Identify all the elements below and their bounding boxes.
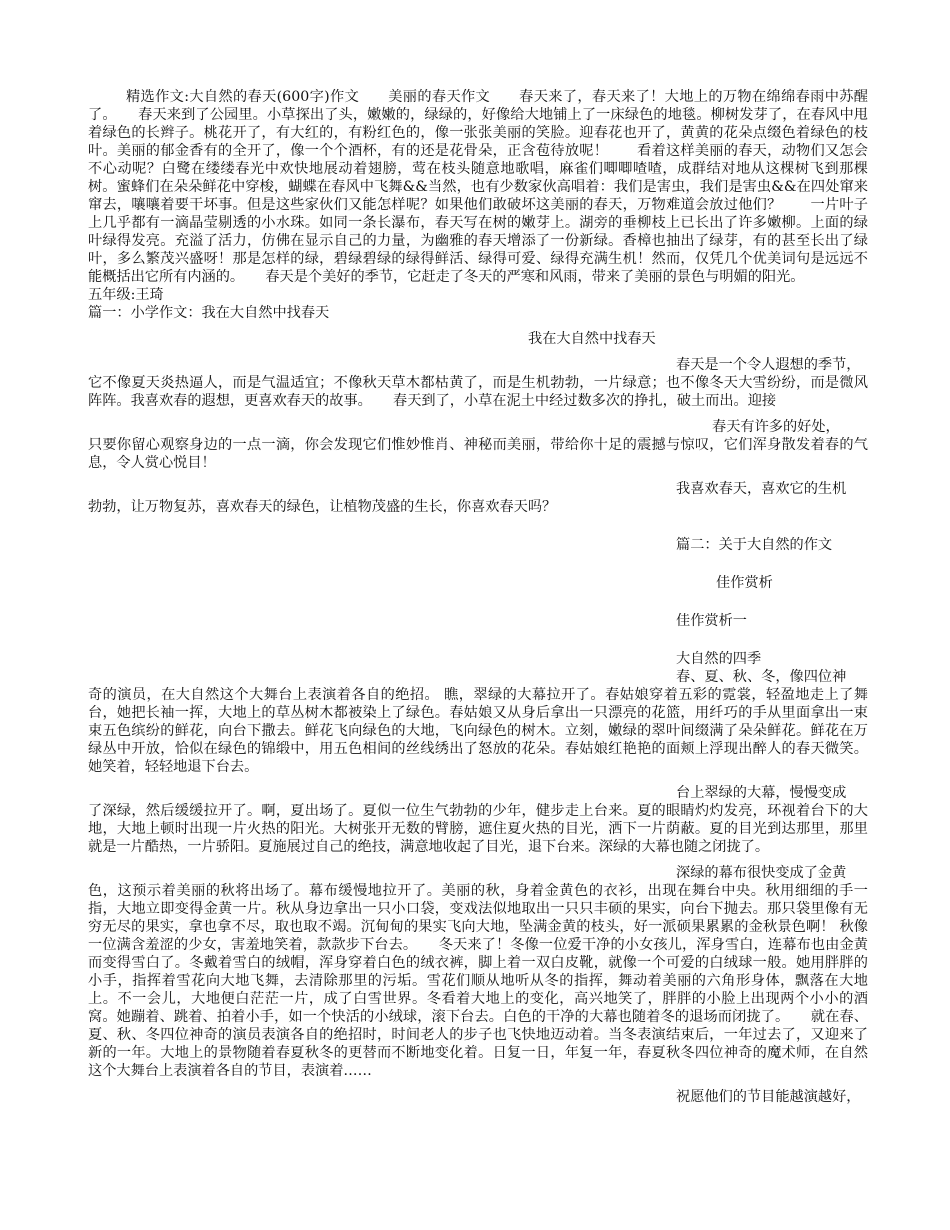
article3-p3-body: 色，这预示着美丽的秋将出场了。幕布缓慢地拉开了。美丽的秋，身着金黄色的衣衫，出现在舞台中央。秋用细细的手一指，大地立即变得金黄一片。秋从身边拿出一只小口袋，变戏法似地取出一只只丰硕的果实，向台下抛去。那只袋里像有无穷无尽的果实，拿也拿不尽，取也取不竭。沉甸甸的果实飞向大地，坠满金黄的枝头，好一派硕果累累的金秋景色啊！ 秋像一位满含羞涩的少女，害羞地笑着，款款步下台去。 冬天来了！冬像一位爱干净的小女孩儿，浑身雪白，连幕布也由金黄而变得雪白了。冬戴着雪白的绒帽，浑身穿着白色的绒衣裤，脚上着一双白皮靴，就像一个可爱的白绒球一般。她用胖胖的小手，指挥着雪花向大地飞舞，去清除那里的污垢。雪花们顺从地听从冬的指挥，舞动着美丽的六角形身体，飘落在大地上。不一会儿，大地便白茫茫一片，成了白雪世界。冬看着大地上的变化，高兴地笑了，胖胖的小脸上出现两个小小的酒窝。她蹦着、跳着、拍着小手，如一个快活的小绒球，滚下台去。白色的干净的大幕也随着冬的退场而闭拢了。 就在春、夏、秋、冬四位神奇的演员表演各自的绝招时，时间老人的步子也飞快地迈动着。当冬表演结束后，一年过去了，又迎来了新的一年。大地上的景物随着春夏秋冬的更替而不断地变化着。日复一日，年复一年，春夏秋冬四位神奇的魔术师，在自然这个大舞台上表演着各自的节目，表演着…… [88, 883, 868, 1079]
article3-p1-lead: 春、夏、秋、冬，像四位神 [676, 669, 847, 685]
article2-p2-body: 只要你留心观察身边的一点一滴，你会发现它们惟妙惟肖、神秘而美丽，带给你十足的震撼与惊叹，它们浑身散发着春的气息，令人赏心悦目！ [88, 437, 868, 471]
article3-p3-lead: 深绿的幕布很快变成了金黄 [676, 865, 847, 881]
article2-p1-body: 它不像夏天炎热逼人，而是气温适宜；不像秋天草木都枯黄了，而是生机勃勃，一片绿意；也不像冬天大雪纷纷，而是微风阵阵。我喜欢春的遐想，更喜欢春天的故事。 春天到了，小草在泥土中经过数多次的挣扎，破土而出。迎接 [88, 375, 868, 409]
article3-p4-lead: 祝愿他们的节目能越演越好， [676, 1089, 861, 1105]
article2-title: 我在大自然中找春天 [528, 331, 656, 347]
article1-author: 五年级:王琦 [88, 287, 164, 303]
article3-title: 大自然的四季 [676, 651, 762, 667]
article2-p1-lead: 春天是一个令人遐想的季节， [676, 357, 861, 373]
article2-p3-lead: 我喜欢春天，喜欢它的生机 [676, 481, 847, 497]
article3-subheading2: 佳作赏析一 [676, 613, 747, 629]
article3-p2-lead: 台上翠绿的大幕，慢慢变成 [676, 785, 847, 801]
article1-paragraph: 精选作文:大自然的春天(600字)作文 美丽的春天作文 春天来了，春天来了！大地上的万物在绵绵春雨中苏醒了。 春天来到了公园里。小草探出了头，嫩嫩的，绿绿的，好像给大地铺上了一床绿色的地毯。柳树发芽了，在春风中甩着绿色的长辫子。桃花开了，有大红的，有粉红色的，像一张张美丽的笑脸。迎春花也开了，黄黄的花朵点缀色着绿色的枝叶。美丽的郁金香有的全开了，像一个个酒杯，有的还是花骨朵，正含苞待放呢！ 看着这样美丽的春天，动物们又怎会不心动呢？白鹭在缕缕春光中欢快地展动着翅膀，莺在枝头随意地歌唱，麻雀们唧唧喳喳，成群结对地从这棵树飞到那棵树。蜜蜂们在朵朵鲜花中穿梭，蝴蝶在春风中飞舞&&当然，也有少数家伙高唱着：我们是害虫，我们是害虫&&在四处窜来窜去，嚷嚷着要干坏事。但是这些家伙们又能怎样呢？如果他们敢破坏这美丽的春天，万物难道会放过他们？ 一片叶子上几乎都有一滴晶莹剔透的小水珠。如同一条长瀑布，春天写在树的嫩芽上。湖旁的垂柳枝上已长出了许多嫩柳。上面的绿叶绿得发亮。充溢了活力，仿佛在显示自己的力量，为幽雅的春天增添了一份新绿。香樟也抽出了绿芽，有的甚至长出了绿叶，多么繁茂兴盛呀！那是怎样的绿，碧绿碧绿的绿得鲜活、绿得可爱、绿得充满生机！然而，仅凭几个优美词句是远远不能概括出它所有内涵的。 春天是个美好的季节，它赶走了冬天的严寒和风雨，带来了美丽的景色与明媚的阳光。 [88, 89, 868, 285]
article2-heading: 篇一：小学作文：我在大自然中找春天 [88, 305, 330, 321]
document-page [88, 88, 868, 1106]
article3-heading: 篇二：关于大自然的作文 [676, 537, 833, 553]
article2-p2-lead: 春天有许多的好处， [712, 419, 840, 435]
article3-p1-body: 奇的演员，在大自然这个大舞台上表演着各自的绝招。 瞧，翠绿的大幕拉开了。春姑娘穿着五彩的霓裳，轻盈地走上了舞台，她把长袖一挥，大地上的草丛树木都被染上了绿色。春姑娘又从身后拿出一只漂亮的花篮，用纤巧的手从里面拿出一束束五色缤纷的鲜花，向台下撒去。鲜花飞向绿色的大地，飞向绿色的树木。立刻，嫩绿的翠叶间缀满了朵朵鲜花。鲜花在万绿丛中开放，恰似在绿色的锦缎中，用五色相间的丝线绣出了怒放的花朵。春姑娘红艳艳的面颊上浮现出醉人的春天微笑。她笑着，轻轻地退下台去。 [88, 687, 868, 775]
article3-subheading: 佳作赏析 [716, 575, 773, 591]
article2-p3-body: 勃勃，让万物复苏，喜欢春天的绿色，让植物茂盛的生长，你喜欢春天吗？ [88, 499, 557, 515]
article3-p2-body: 了深绿，然后缓缓拉开了。啊，夏出场了。夏似一位生气勃勃的少年，健步走上台来。夏的眼睛灼灼发亮，环视着台下的大地，大地上顿时出现一片火热的阳光。大树张开无数的臂膀，遮住夏火热的目光，洒下一片荫蔽。夏的目光到达那里，那里就是一片酷热，一片骄阳。夏施展过自己的绝技，满意地收起了目光，退下台来。深绿的大幕也随之闭拢了。 [88, 803, 868, 855]
